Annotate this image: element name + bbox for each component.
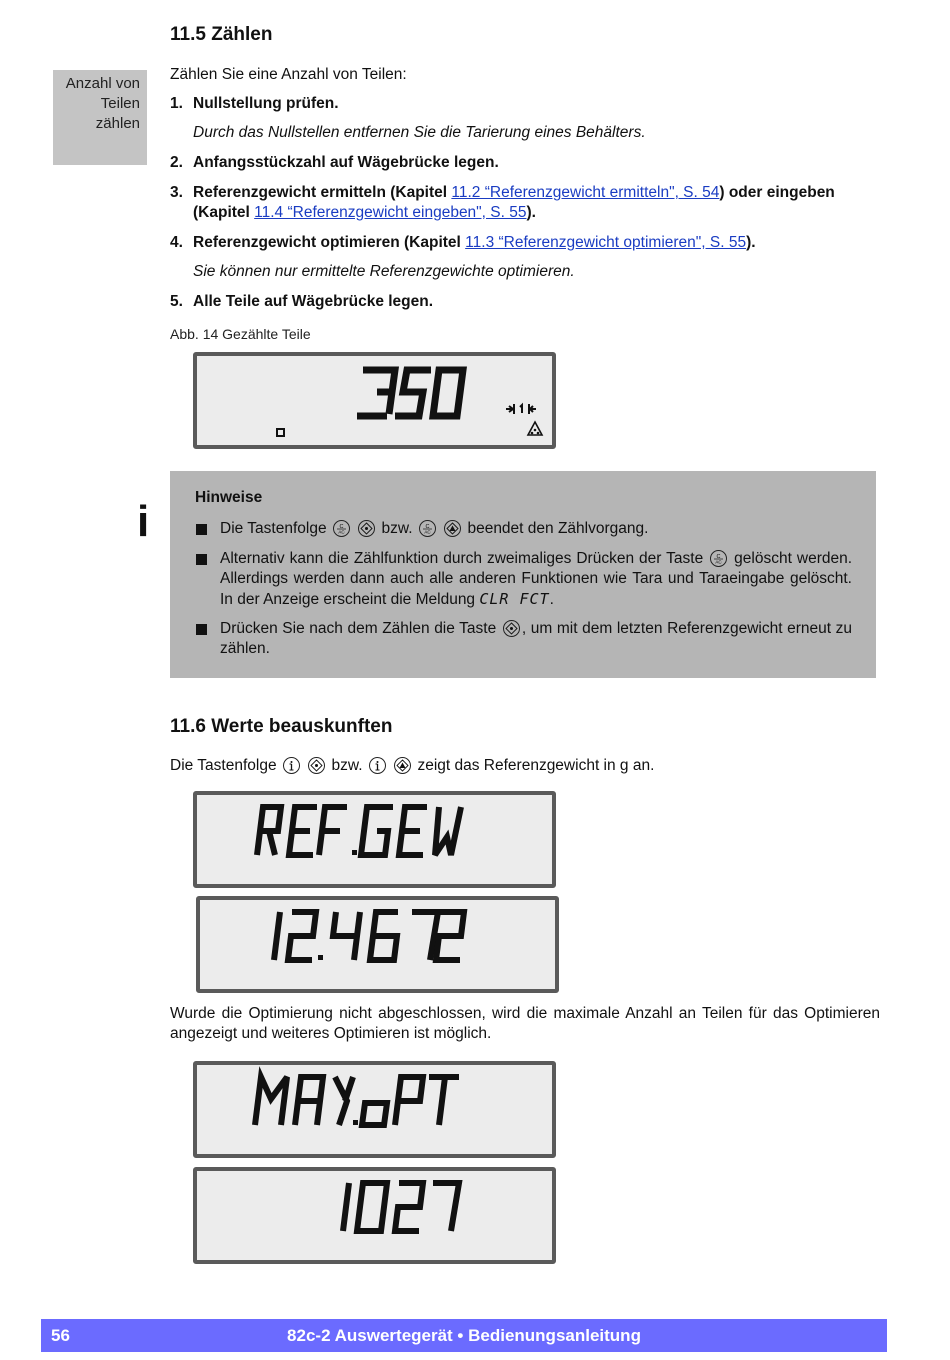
step-text-part: Referenzgewicht ermitteln (Kapitel bbox=[193, 184, 452, 201]
step-item bbox=[170, 183, 882, 223]
hint-bullet bbox=[195, 619, 852, 659]
svg-text:AC: AC bbox=[338, 529, 345, 535]
lcd-display-max-opt bbox=[193, 1061, 556, 1158]
lcd-segment-digits bbox=[200, 900, 555, 989]
step-list bbox=[170, 94, 882, 322]
clear-key-icon bbox=[710, 550, 727, 567]
step-text: Alle Teile auf Wägebrücke legen. bbox=[193, 293, 434, 310]
info-text-part: bzw. bbox=[331, 757, 363, 774]
svg-text:C: C bbox=[425, 524, 430, 530]
hint-text: Drücken Sie nach dem Zählen die Taste bbox=[220, 620, 497, 637]
step-number: 5. bbox=[170, 293, 183, 310]
step-text: Anfangsstückzahl auf Wägebrücke legen. bbox=[193, 154, 499, 171]
svg-text:AC: AC bbox=[424, 529, 431, 535]
section-title-11-6: 11.6 Werte beauskunften bbox=[170, 716, 393, 737]
info-text bbox=[170, 756, 882, 776]
step-item bbox=[170, 233, 882, 253]
count-key-icon bbox=[358, 520, 375, 537]
figure-caption: Abb. 14 Gezählte Teile bbox=[170, 326, 311, 342]
intro-text: Zählen Sie eine Anzahl von Teilen: bbox=[170, 66, 407, 83]
info-key-icon bbox=[283, 757, 300, 774]
step-number: 3. bbox=[170, 184, 183, 201]
hint-text: Alternativ kann die Zählfunktion durch zweimaliges Drücken der Taste bbox=[220, 550, 704, 567]
paragraph-optimization: Wurde die Optimierung nicht abgeschlossen, wird die maximale Anzahl an Teilen für das Optimieren angezeigt und weiteres Optimieren ist möglich. bbox=[170, 1005, 880, 1042]
lcd-display-ref-weight bbox=[196, 896, 559, 993]
step-text-part: ). bbox=[526, 204, 536, 221]
hint-text: Die Tastenfolge bbox=[220, 520, 327, 537]
step-note: Sie können nur ermittelte Referenzgewichte optimieren. bbox=[193, 263, 575, 280]
step-text: Nullstellung prüfen. bbox=[193, 95, 339, 112]
hint-bullet bbox=[195, 549, 852, 610]
step-text-part: Referenzgewicht optimieren (Kapitel bbox=[193, 234, 466, 251]
step-item bbox=[170, 94, 882, 114]
hint-text: . bbox=[549, 591, 554, 608]
info-text-part: Die Tastenfolge bbox=[170, 757, 277, 774]
hint-text: bzw. bbox=[381, 520, 413, 537]
step-number: 4. bbox=[170, 234, 183, 251]
hint-text: beendet den Zählvorgang. bbox=[467, 520, 649, 537]
hint-title: Hinweise bbox=[195, 489, 263, 506]
link-chapter-11-2[interactable]: 11.2 “Referenzgewicht ermitteln", S. 54 bbox=[451, 184, 720, 201]
margin-note-line-2: Teilen bbox=[100, 95, 140, 112]
lcd-display-count bbox=[193, 352, 556, 449]
bullet-square-icon bbox=[196, 554, 207, 565]
lcd-message-text: CLR FCT bbox=[479, 590, 550, 608]
info-text-part: zeigt das Referenzgewicht in g an. bbox=[417, 757, 655, 774]
count-key-icon bbox=[308, 757, 325, 774]
footer-title: 82c-2 Auswertegerät • Bedienungsanleitung bbox=[287, 1326, 641, 1345]
lcd-display-ref-gew bbox=[193, 791, 556, 888]
clear-key-icon bbox=[419, 520, 436, 537]
lcd-segment-text bbox=[197, 795, 552, 884]
lcd-segment-digits bbox=[197, 356, 552, 445]
bullet-square-icon bbox=[196, 524, 207, 535]
svg-text:C: C bbox=[716, 554, 721, 560]
lcd-segment-text bbox=[197, 1065, 552, 1154]
optimize-key-icon bbox=[444, 520, 461, 537]
link-chapter-11-4[interactable]: 11.4 “Referenzgewicht eingeben", S. 55 bbox=[254, 204, 527, 221]
hint-bullet bbox=[195, 519, 852, 539]
svg-text:AC: AC bbox=[715, 559, 722, 565]
hint-text: gelöscht werden. Allerdings werden dann auch alle anderen Funktionen wie Tara und Taraeingabe gelöscht. In der Anzeige erscheint die Meldung bbox=[220, 550, 853, 608]
section-title-11-5: 11.5 Zählen bbox=[170, 24, 273, 45]
bullet-square-icon bbox=[196, 624, 207, 635]
step-item bbox=[170, 292, 882, 312]
optimize-key-icon bbox=[394, 757, 411, 774]
svg-text:C: C bbox=[339, 524, 344, 530]
step-text bbox=[193, 233, 756, 253]
step-note: Durch das Nullstellen entfernen Sie die Tarierung eines Behälters. bbox=[193, 124, 646, 141]
info-key-icon bbox=[369, 757, 386, 774]
link-chapter-11-3[interactable]: 11.3 “Referenzgewicht optimieren", S. 55 bbox=[465, 234, 747, 251]
step-text bbox=[193, 183, 882, 223]
hint-text: , um mit dem letzten Referenzgewicht erneut zu zählen. bbox=[220, 620, 852, 657]
margin-note-line-3: zählen bbox=[95, 115, 140, 132]
step-text-part: ) oder eingeben (Kapitel bbox=[193, 184, 835, 221]
page-footer bbox=[41, 1319, 887, 1352]
lcd-segment-digits bbox=[197, 1171, 552, 1260]
step-number: 1. bbox=[170, 95, 183, 112]
page-number: 56 bbox=[51, 1326, 70, 1345]
margin-note-line-1: Anzahl von bbox=[65, 75, 140, 92]
margin-note bbox=[53, 70, 147, 165]
step-text-part: ). bbox=[746, 234, 756, 251]
step-number: 2. bbox=[170, 154, 183, 171]
info-icon: i bbox=[137, 497, 150, 546]
clear-key-icon bbox=[333, 520, 350, 537]
step-item bbox=[170, 153, 882, 173]
count-key-icon bbox=[503, 620, 520, 637]
lcd-display-max-count bbox=[193, 1167, 556, 1264]
